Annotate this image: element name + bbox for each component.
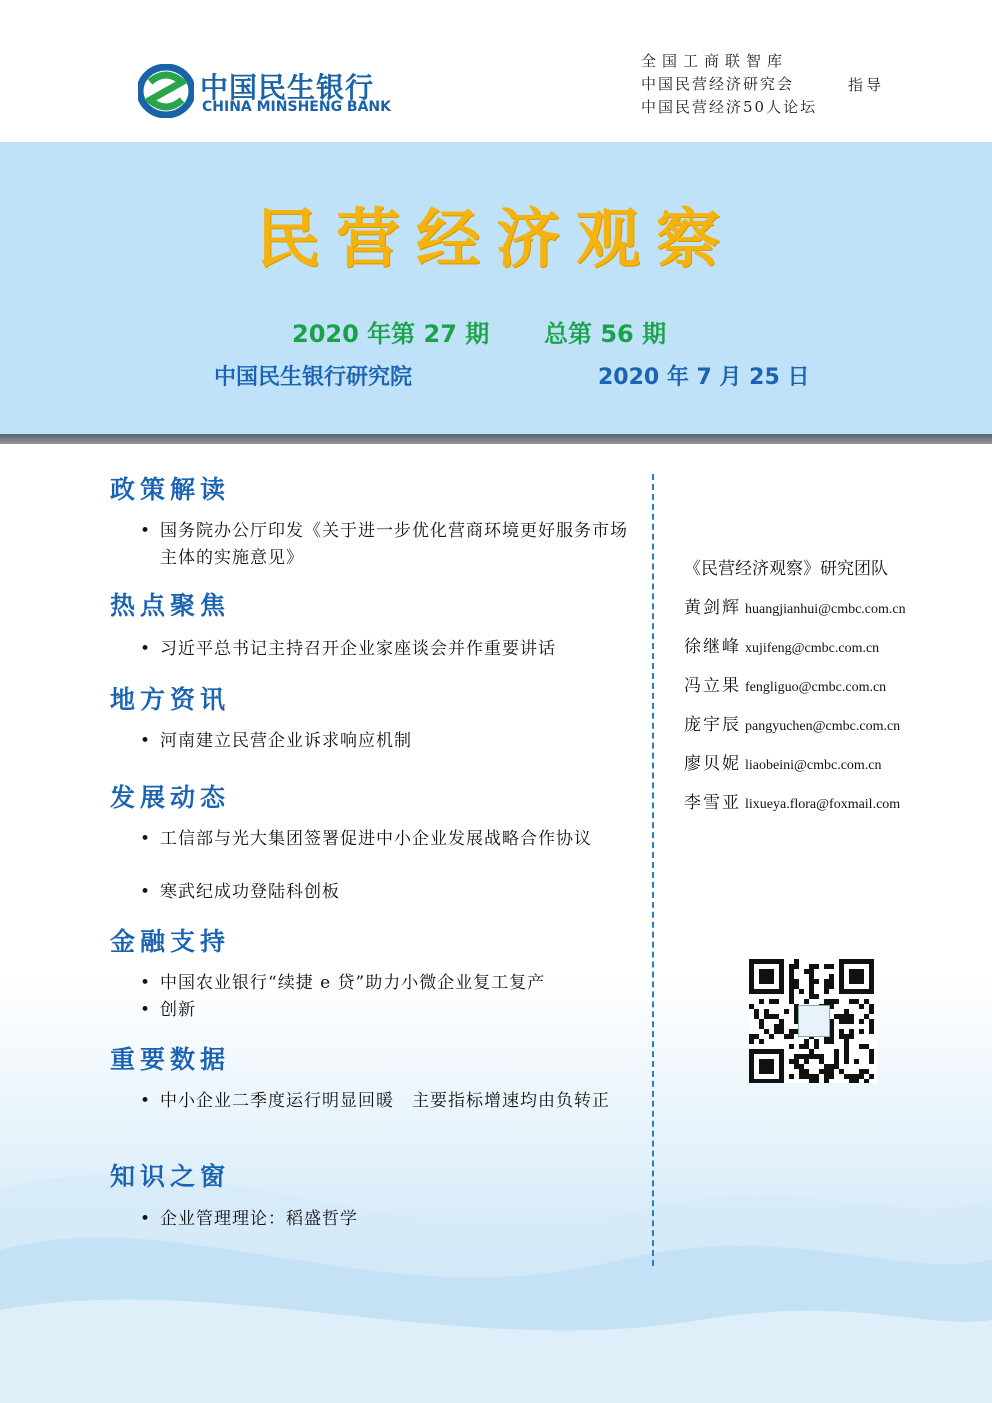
team-member [684, 671, 886, 701]
team-member [684, 788, 900, 818]
issue-number: 2020 年第 27 期 [292, 320, 490, 348]
member-email[interactable]: xujifeng@cmbc.com.cn [745, 641, 880, 656]
member-name: 徐继峰 [684, 637, 741, 657]
toc-item[interactable]: • 河南建立民营企业诉求响应机制 [160, 728, 630, 755]
member-name: 黄剑辉 [684, 598, 741, 618]
section-title: 发展动态 [110, 783, 231, 812]
section-title: 地方资讯 [110, 685, 231, 714]
member-name: 庞宇辰 [684, 715, 741, 735]
section-title: 重要数据 [110, 1045, 231, 1074]
member-email[interactable]: liaobeini@cmbc.com.cn [745, 758, 882, 773]
bank-logo [138, 62, 438, 122]
minsheng-logo-icon [138, 64, 194, 118]
member-name: 廖贝妮 [684, 754, 741, 774]
title-band [0, 142, 992, 434]
toc-item[interactable]: • 中小企业二季度运行明显回暖 主要指标增速均由负转正 [160, 1088, 630, 1115]
guide-label: 指导 [848, 76, 885, 94]
team-title: 《民营经济观察》研究团队 [684, 559, 888, 579]
team-member [684, 593, 906, 623]
toc-item[interactable]: • 中国农业银行“续捷 e 贷”助力小微企业复工复产 [160, 970, 630, 997]
toc-item[interactable]: • 寒武纪成功登陆科创板 [160, 879, 630, 906]
guide-org: 全国工商联智库 [641, 52, 789, 70]
qr-center-logo [798, 1005, 830, 1037]
toc-item[interactable]: • 习近平总书记主持召开企业家座谈会并作重要讲话 [160, 636, 630, 663]
toc-item[interactable]: • 工信部与光大集团签署促进中小企业发展战略合作协议 [160, 826, 630, 853]
member-name: 冯立果 [684, 676, 741, 696]
team-member [684, 749, 882, 779]
issue-total: 总第 56 期 [544, 320, 667, 348]
logo-chinese-name: 中国民生银行 [200, 71, 375, 104]
logo-english-name: CHINA MINSHENG BANK [202, 99, 391, 115]
qr-code[interactable] [749, 959, 877, 1083]
section-title: 热点聚焦 [110, 591, 231, 620]
publisher: 中国民生银行研究院 [214, 365, 413, 390]
guiding-organizations [641, 50, 817, 119]
section-title: 金融支持 [110, 927, 231, 956]
toc-item[interactable]: • 国务院办公厅印发《关于进一步优化营商环境更好服务市场主体的实施意见》 [160, 518, 630, 572]
member-name: 李雪亚 [684, 793, 741, 813]
guide-org: 中国民营经济50人论坛 [641, 98, 818, 116]
member-email[interactable]: lixueya.flora@foxmail.com [745, 797, 901, 812]
header-stripe [0, 434, 992, 444]
column-divider [652, 474, 654, 1266]
toc-item[interactable]: • 企业管理理论：稻盛哲学 [160, 1206, 630, 1233]
member-email[interactable]: pangyuchen@cmbc.com.cn [745, 719, 901, 734]
member-email[interactable]: huangjianhui@cmbc.com.cn [745, 602, 906, 617]
publication-title: 民营经济观察 [256, 202, 736, 277]
guide-org: 中国民营经济研究会 [641, 75, 795, 93]
page-header [0, 0, 992, 142]
section-title: 知识之窗 [110, 1162, 231, 1191]
team-member [684, 710, 900, 740]
toc-item[interactable]: • 创新 [160, 997, 630, 1024]
section-title: 政策解读 [110, 475, 231, 504]
member-email[interactable]: fengliguo@cmbc.com.cn [745, 680, 887, 695]
publish-date: 2020 年 7 月 25 日 [598, 365, 810, 390]
team-member [684, 632, 879, 662]
